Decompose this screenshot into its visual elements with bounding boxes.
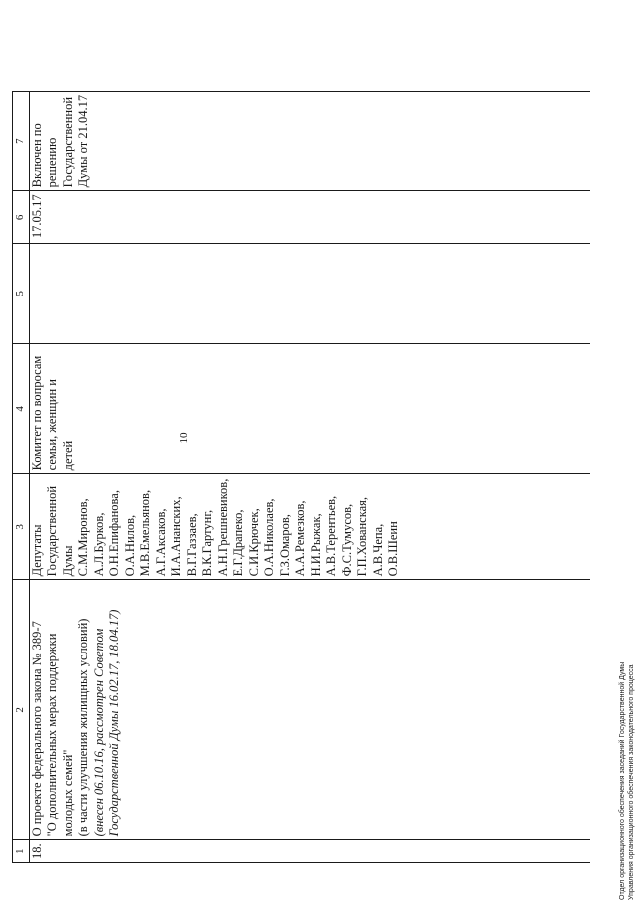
initiator-line: Думы: [60, 545, 75, 577]
initiator-line: О.Н.Епифанова,: [107, 490, 121, 577]
initiator-line: С.М.Миронов,: [76, 498, 90, 577]
bill-title-line: (в части улучшения жилищных условий): [76, 618, 90, 837]
initiator-line: О.А.Нилов,: [122, 514, 137, 577]
initiator-line: Государственной: [45, 485, 59, 577]
committee-line: детей: [60, 440, 75, 471]
footer-line: Отдел организационного обеспечения заседаний Государственной Думы: [619, 661, 626, 900]
bill-title-line: О проекте федерального закона № 389-7: [29, 621, 44, 837]
initiator-line: Г.П.Хованская,: [355, 496, 369, 577]
column-number: 3: [13, 474, 30, 580]
status-cell: [29, 91, 590, 190]
column-number: 1: [13, 840, 30, 863]
footer-line: Управления организационного обеспечения законодательного процесса: [628, 664, 635, 900]
column-number: 4: [13, 344, 30, 474]
initiators-cell: [29, 474, 590, 580]
initiator-line: О.А.Николаев,: [262, 498, 276, 577]
initiator-line: А.В.Чепа,: [370, 523, 385, 577]
initiator-line: М.В.Емельянов,: [138, 489, 152, 577]
column-number: 7: [13, 91, 30, 190]
committee-line: Комитет по вопросам: [29, 355, 44, 471]
status-line: Государственной: [60, 96, 75, 188]
bill-note-line: (внесен 06.10.16, рассмотрен Советом: [91, 628, 106, 837]
committee-line: семьи, женщин и: [45, 379, 59, 471]
status-line: Включен по: [29, 123, 44, 188]
bill-title-line: "О дополнительных мерах поддержки: [45, 633, 59, 837]
initiator-line: А.Л.Бурков,: [91, 512, 106, 577]
initiator-line: А.А.Ремезков,: [293, 500, 307, 577]
column-number: 2: [13, 580, 30, 840]
bill-title-line: молодых семей": [60, 749, 75, 837]
initiator-line: С.И.Крючек,: [246, 508, 261, 577]
date-cell: 17.05.17: [29, 191, 590, 244]
page-number: 10: [178, 432, 190, 444]
initiator-line: А.Н.Грешневиков,: [215, 478, 230, 577]
column-number-row: [13, 91, 30, 862]
initiator-line: Ф.С.Тумусов,: [339, 503, 354, 577]
initiator-line: Е.Г.Драпеко,: [231, 509, 245, 577]
bill-title-cell: [29, 580, 590, 840]
initiator-line: И.А.Ананских,: [169, 496, 183, 577]
initiator-line: А.Г.Аксаков,: [153, 508, 168, 577]
footer: [618, 480, 636, 900]
column-number: 5: [13, 244, 30, 344]
initiator-line: Г.З.Омаров,: [277, 514, 292, 577]
initiator-line: В.Г.Газзаев,: [184, 513, 199, 577]
initiator-line: А.В.Терентьев,: [324, 495, 338, 577]
row-number: 18.: [29, 840, 590, 863]
column-5-cell: [29, 244, 590, 344]
initiator-line: О.В.Шеин: [386, 521, 400, 577]
column-number: 6: [13, 191, 30, 244]
committee-cell: [29, 344, 590, 474]
bill-note-line: Государственной Думы 16.02.17, 18.04.17): [107, 609, 121, 837]
table-row: [29, 91, 590, 862]
status-line: решению: [45, 137, 59, 188]
initiator-line: Н.И.Рыжак,: [308, 513, 323, 577]
status-line: Думы от 21.04.17: [76, 94, 90, 188]
bills-table: [12, 91, 590, 863]
initiator-line: Депутаты: [29, 524, 44, 577]
initiator-line: В.К.Гартунг,: [200, 509, 214, 577]
